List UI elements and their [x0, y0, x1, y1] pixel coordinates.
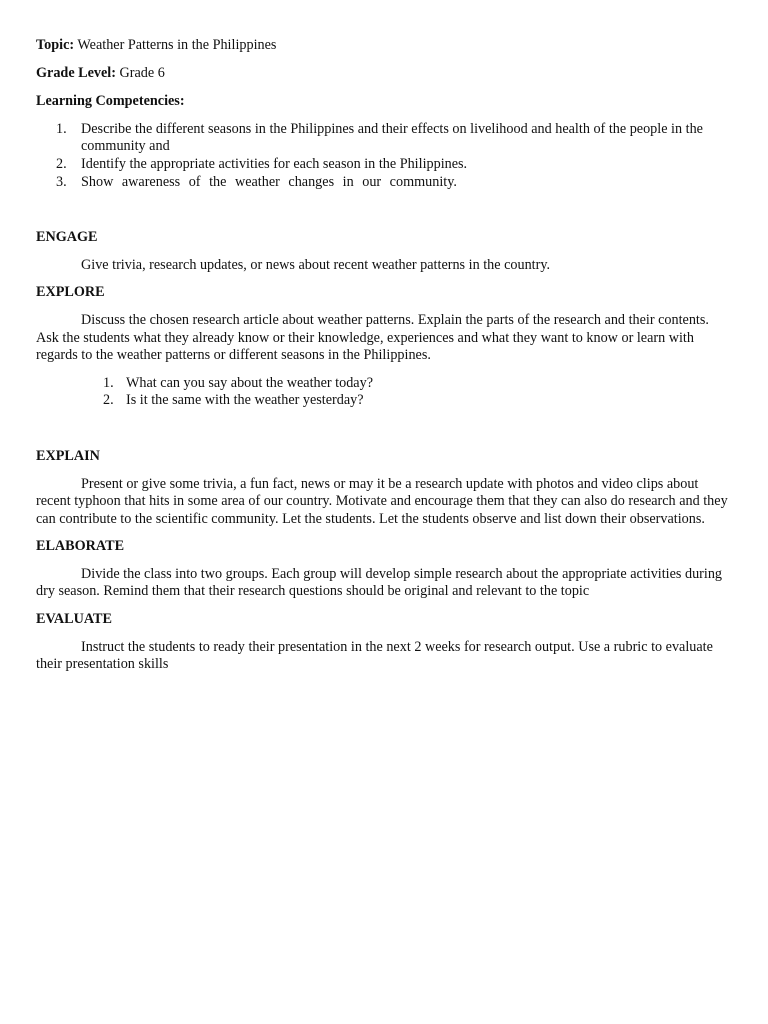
lesson-plan-page [36, 37, 730, 674]
grade-level-line [36, 65, 730, 83]
elaborate-heading: ELABORATE [36, 538, 125, 555]
evaluate-text: Instruct the students to ready their presentation in the next 2 weeks for research output. Use a rubric to evaluate their presentation skills [36, 638, 713, 673]
competency-number: 2. [56, 155, 67, 172]
explore-heading: EXPLORE [36, 284, 105, 301]
explore-text: Discuss the chosen research article about weather patterns. Explain the parts of the research and their contents. Ask the students what they already know or their knowledge, experiences and what they want to know or learn with regards to the weather patterns or different seasons in the Philippines. [36, 311, 709, 364]
question-number: 2. [103, 392, 114, 409]
explore-question-item [103, 392, 730, 410]
elaborate-text: Divide the class into two groups. Each group will develop simple research about the appropriate activities during dry season. Remind them that their research questions should be original and relevant to the topic [36, 565, 723, 600]
topic-line [36, 37, 730, 55]
competency-item [56, 156, 730, 174]
grade-level-value: Grade 6 [119, 65, 165, 82]
engage-text: Give trivia, research updates, or news about recent weather patterns in the country. [81, 256, 551, 273]
explain-heading: EXPLAIN [36, 447, 100, 464]
competency-item [56, 174, 730, 192]
engage-heading: ENGAGE [36, 229, 98, 246]
question-text: What can you say about the weather today? [126, 374, 373, 391]
evaluate-heading: EVALUATE [36, 611, 112, 628]
competency-text: Identify the appropriate activities for each season in the Philippines. [81, 155, 468, 172]
competency-number: 1. [56, 120, 67, 137]
topic-value: Weather Patterns in the Philippines [77, 37, 277, 53]
competency-item [56, 121, 730, 156]
explore-questions-list [36, 375, 730, 410]
competency-number: 3. [56, 173, 67, 190]
question-number: 1. [103, 374, 114, 391]
competency-text: Describe the different seasons in the Philippines and their effects on livelihood and health of the people in the community and [81, 120, 703, 155]
grade-level-label: Grade Level: [36, 65, 116, 82]
competency-text: Show awareness of the weather changes in our community. [81, 173, 457, 190]
explore-question-item [103, 375, 730, 393]
learning-competencies-label: Learning Competencies: [36, 93, 185, 110]
question-text: Is it the same with the weather yesterday? [126, 392, 364, 409]
competencies-list [36, 121, 730, 191]
explain-text: Present or give some trivia, a fun fact, news or may it be a research update with photos and video clips about recent typhoon that hits in some area of our country. Motivate and encourage them that they can also do research and they can contribute to the scientific community. Let the students. Let the students observe and list down their observations. [36, 475, 728, 527]
topic-label: Topic: [36, 37, 75, 53]
